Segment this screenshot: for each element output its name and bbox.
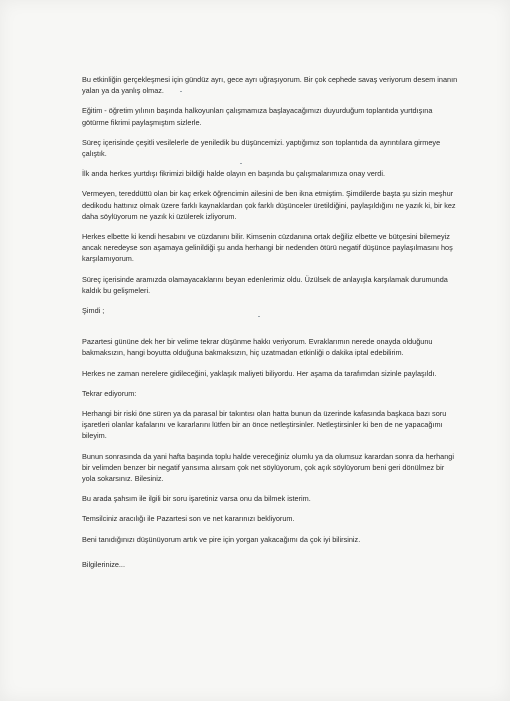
paragraph: Bu arada şahsım ile ilgili bir soru işaretiniz varsa onu da bilmek isterim. <box>82 494 311 504</box>
paragraph: Tekrar ediyorum: <box>82 388 137 398</box>
paragraph: Şimdi ; <box>82 306 105 316</box>
scan-speck <box>180 91 182 92</box>
signoff: Bilgilerinize... <box>82 559 125 569</box>
paragraph: Eğitim - öğretim yılının başında halkoyunları çalışmamıza başlayacağımızı duyurduğum toplantıda yurtdışına götürme fikrimi paylaşmıştım sizlerle. <box>82 106 433 127</box>
paragraph: Vermeyen, tereddüttü olan bir kaç erkek öğrencimin ailesini de ben ikna etmiştim. Şimdilerde başta şu sizin meşhur dedikodu hattınız olmak üzere farklı kaynaklardan çok farklı düşünceler üretildiğini, paylaşıldığını ne yazık ki, bir kez daha söylüyorum ne yazık ki üzülerek izliyorum. <box>82 189 456 221</box>
paragraph: İlk anda herkes yurtdışı fikrimizi bildiği halde olayın en başında bu çalışmalarımıza onay verdi. <box>82 169 385 179</box>
spacer <box>79 325 459 336</box>
paragraph: Bunun sonrasında da yani hafta başında toplu halde vereceğiniz olumlu ya da olumsuz karardan sonra da herhangi bir velimden benzer bir negatif yansıma alırsam çok net söylüyorum, çok açık söylüyorum beni geri dönülmez bir yola sokarsınız. Bilesiniz. <box>82 451 454 484</box>
letter-body <box>79 74 459 579</box>
paragraph: Herkes ne zaman nerelere gidileceğini, yaklaşık maliyeti biliyordu. Her aşama da tarafımdan sizinle paylaşıldı. <box>82 368 437 378</box>
paragraph: Süreç içerisinde çeşitli vesilelerle de yeniledik bu düşüncemizi. yaptığımız son toplantıda da ayrıntılara girmeye çalıştık. <box>82 137 441 159</box>
scan-speck <box>258 316 260 317</box>
paragraph: Herhangi bir riski öne süren ya da parasal bir takıntısı olan hatta bunun da üzerinde kafasında başkaca bazı soru işaretleri olanlar kafalarını ve kararlarını lütfen bir an önce netleştirsinler. Netleştirsinler ki ben de ne yapacağımı bileyim. <box>82 409 447 441</box>
scan-speck <box>240 163 242 164</box>
paragraph: Pazartesi gününe dek her bir velime tekrar düşünme hakkı veriyorum. Evraklarımın nerede onayda olduğunu bakmaksızın, hangi boyutta olduğuna bakmaksızın, hiç uzatmadan etkinliği o dakika iptal edebilirim. <box>82 337 433 358</box>
paragraph: Beni tanıdığınızı düşünüyorum artık ve pire için yorgan yakacağımı da çok iyi bilirsiniz. <box>82 534 361 544</box>
paragraph: Temsilciniz aracılığı ile Pazartesi son ve net kararınızı bekliyorum. <box>82 514 295 524</box>
paragraph: Süreç içerisinde aramızda olamayacaklarını beyan edenlerimiz oldu. Üzülsek de anlayışla karşılamak durumunda kaldık bu gelişmeleri. <box>82 274 448 295</box>
paragraph: Herkes elbette ki kendi hesabını ve cüzdanını bilir. Kimsenin cüzdanına ortak değiliz elbette ve bütçesini bilemeyiz ancak neredeyse son aşamaya gelinildiği şu anda herhangi bir nedenden ötürü negatif düşünce paylaşılmasını hoş karşılamıyorum. <box>82 232 453 264</box>
paragraph: Bu etkinliğin gerçekleşmesi için gündüz ayrı, gece ayrı uğraşıyorum. Bir çok cephede savaş veriyorum desem inanın yalan ya da yanlış olmaz. <box>82 75 458 96</box>
